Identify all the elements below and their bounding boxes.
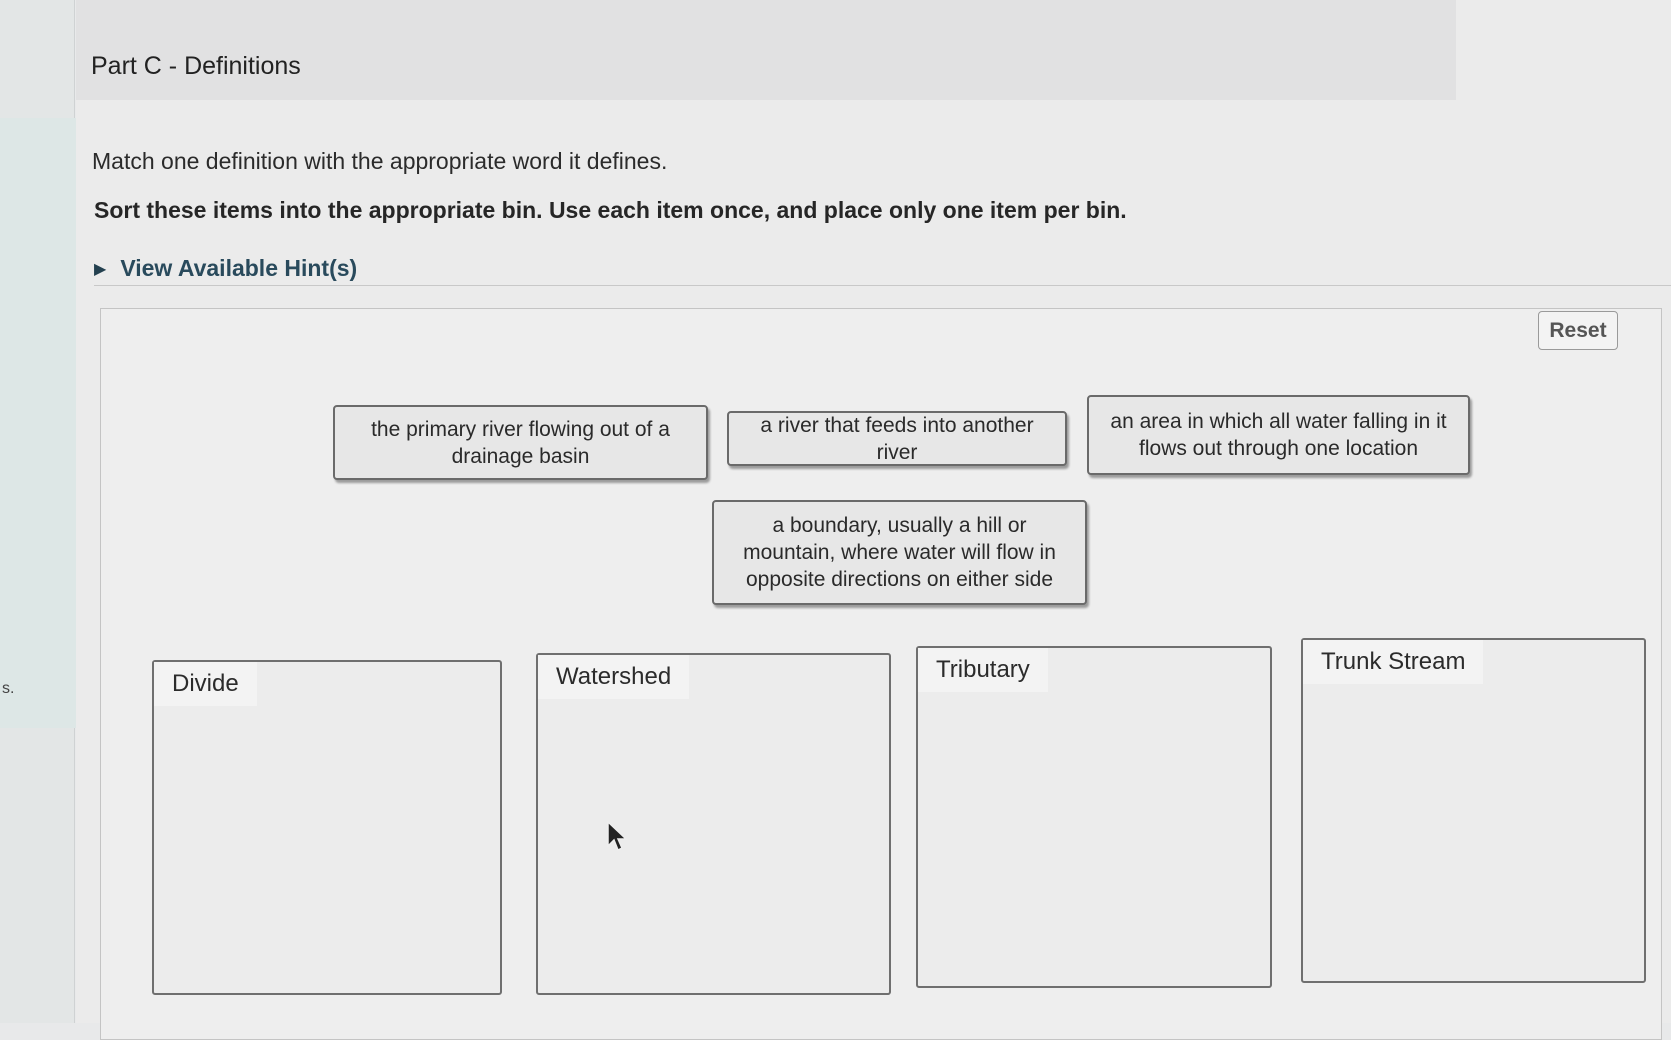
left-panel xyxy=(0,118,83,728)
instruction-text: Match one definition with the appropriate word it defines. xyxy=(92,148,668,174)
divider xyxy=(94,285,1671,286)
mouse-cursor-icon xyxy=(606,820,628,857)
bin-label: Tributary xyxy=(918,648,1048,692)
draggable-card[interactable]: the primary river flowing out of a drainage basin xyxy=(333,405,708,480)
draggable-card[interactable]: an area in which all water falling in it flows out through one location xyxy=(1087,395,1470,475)
bin-watershed[interactable] xyxy=(536,653,891,995)
sidebar-marker: s. xyxy=(2,680,15,697)
draggable-card[interactable]: a boundary, usually a hill or mountain, where water will flow in opposite directions on either side xyxy=(712,500,1087,605)
reset-button[interactable]: Reset xyxy=(1538,311,1618,350)
draggable-card[interactable]: a river that feeds into another river xyxy=(727,411,1067,466)
view-hints-toggle[interactable] xyxy=(94,255,357,282)
bin-trunk-stream[interactable] xyxy=(1301,638,1646,983)
view-hints-label: View Available Hint(s) xyxy=(120,255,358,281)
bin-tributary[interactable] xyxy=(916,646,1272,988)
instruction-bold-text: Sort these items into the appropriate bin. Use each item once, and place only one item per bin. xyxy=(94,197,1127,223)
bin-label: Divide xyxy=(154,662,257,706)
bin-label: Watershed xyxy=(538,655,689,699)
main-content xyxy=(76,0,1671,1023)
triangle-right-icon: ▶ xyxy=(94,260,107,278)
bin-label: Trunk Stream xyxy=(1303,640,1483,684)
title-band xyxy=(76,0,1456,100)
bin-divide[interactable] xyxy=(152,660,502,995)
part-title: Part C - Definitions xyxy=(91,52,301,80)
